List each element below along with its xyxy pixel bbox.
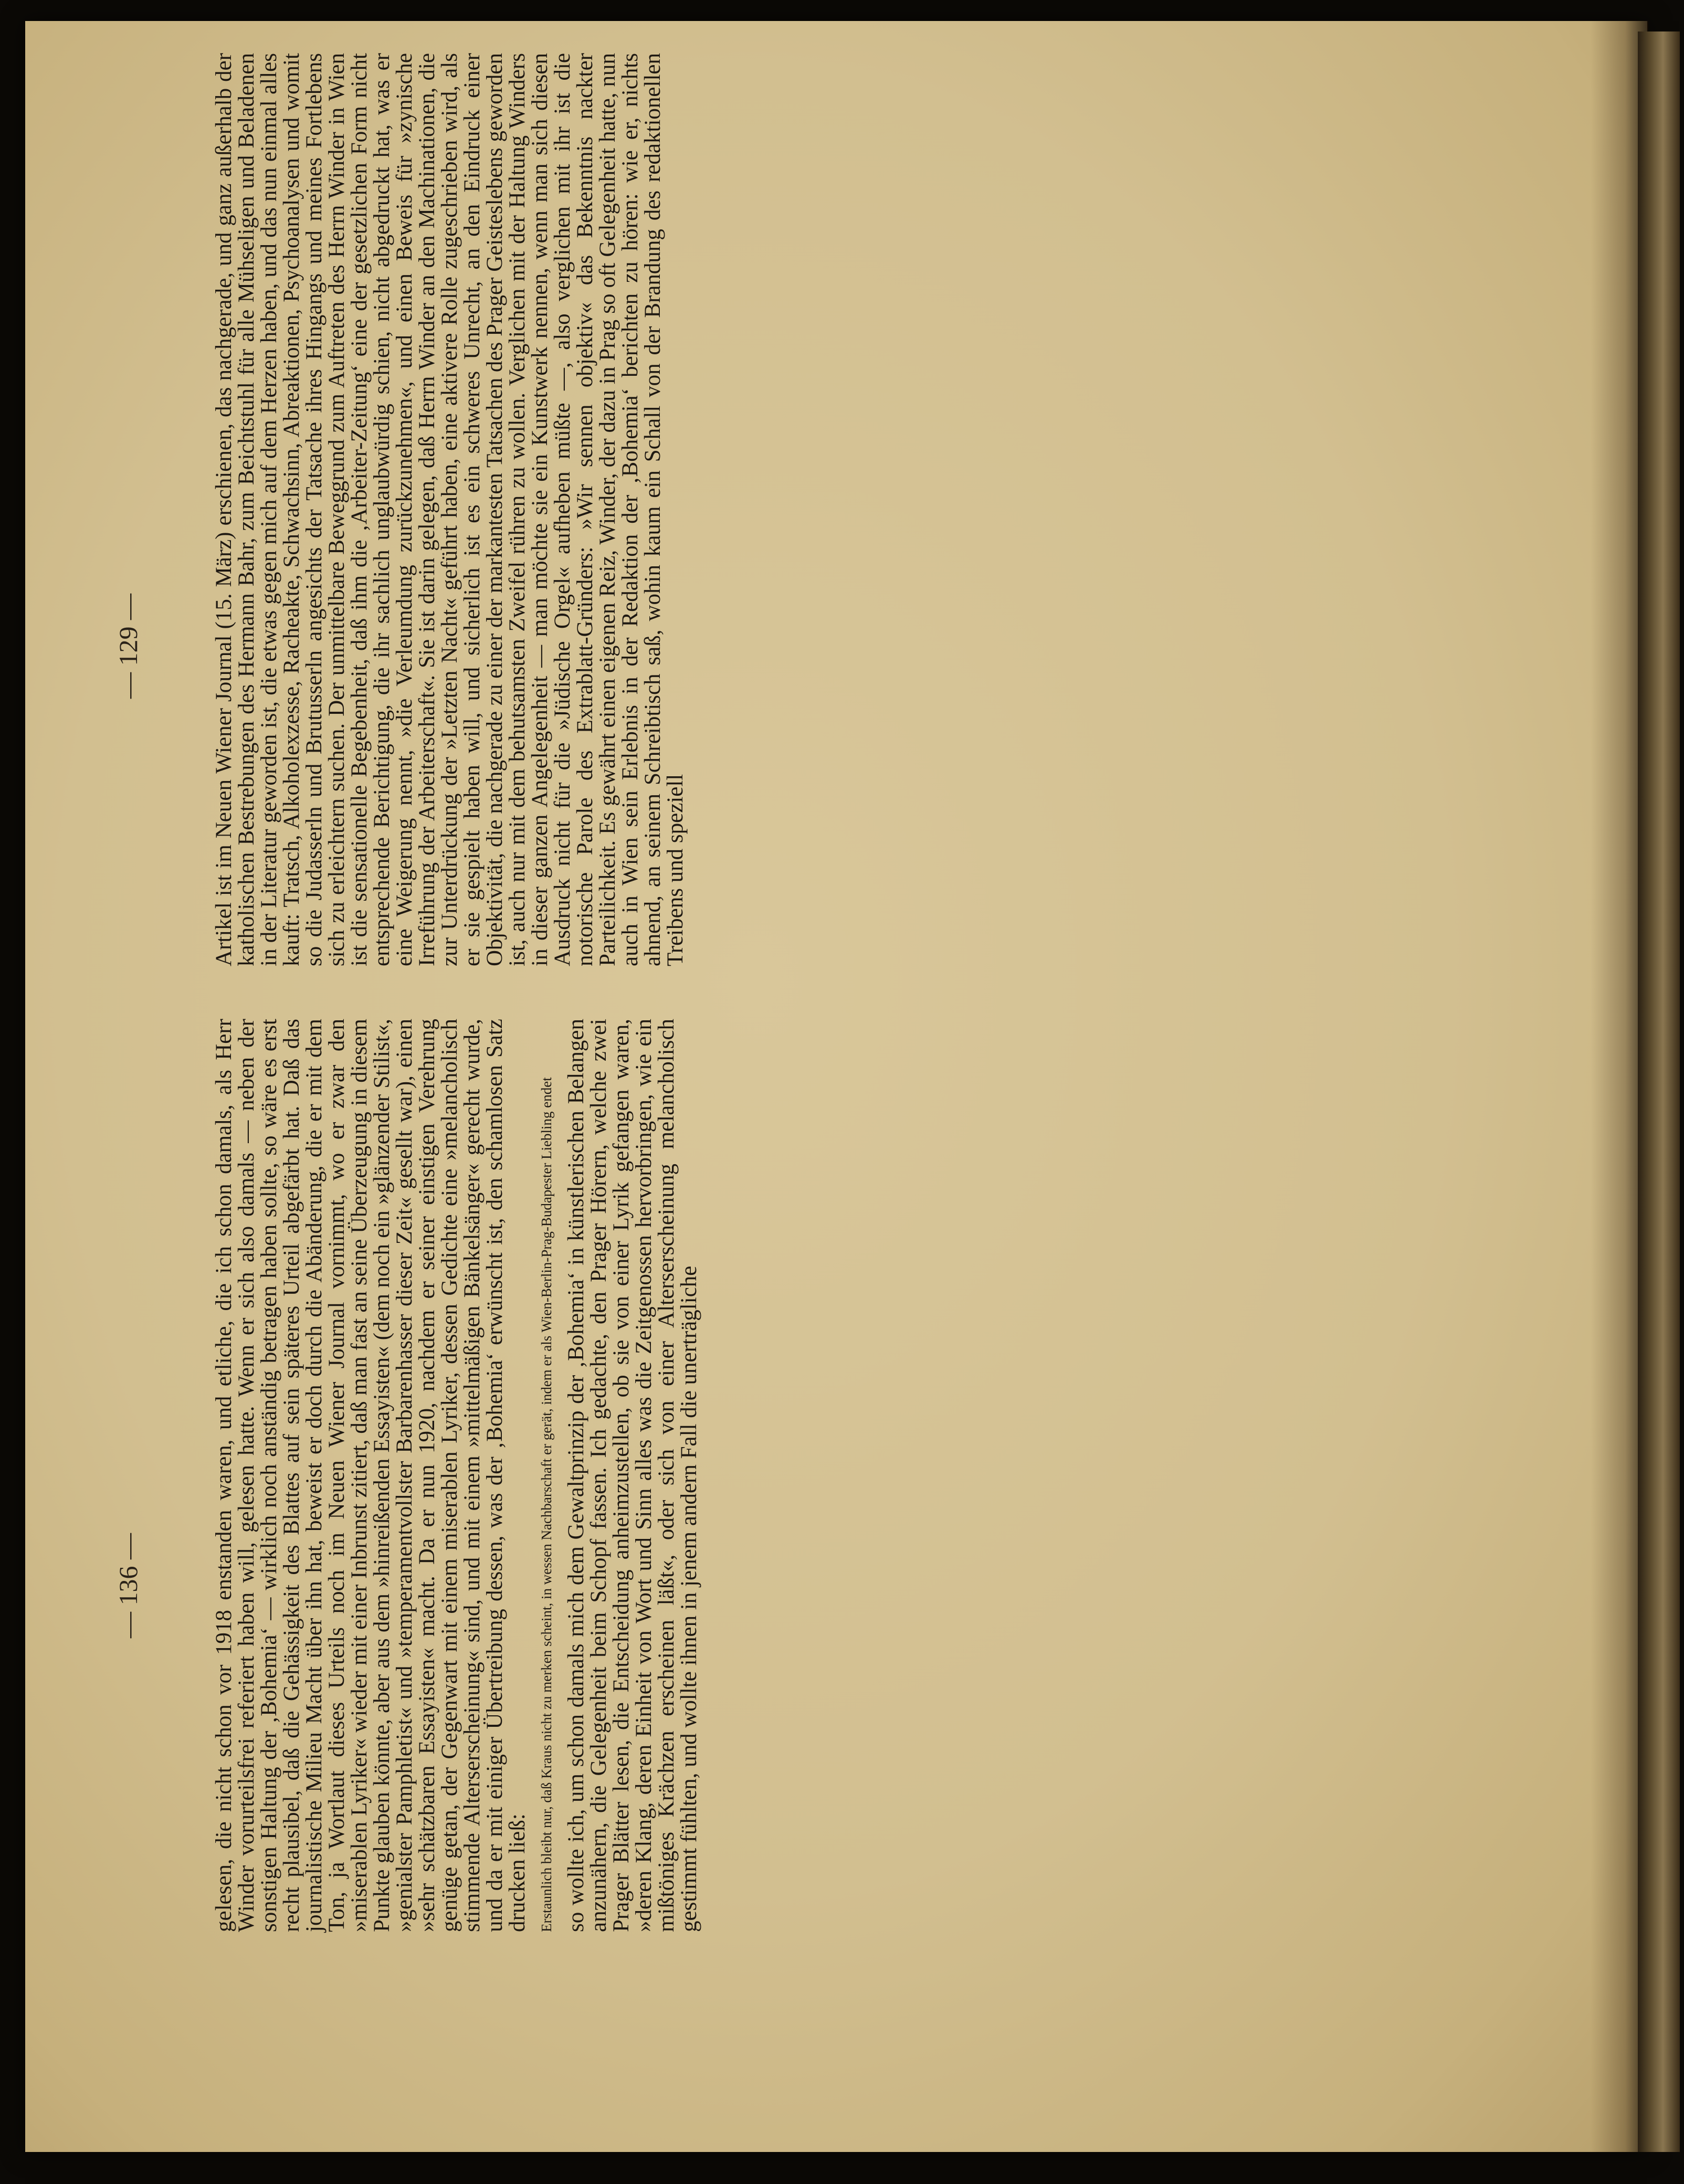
right-page-column (213, 53, 687, 966)
left-page-column (213, 1019, 700, 1932)
right-page-number: — 129 — (113, 594, 143, 699)
left-page-footnote: Erstaunlich bleibt nur, daß Kraus nicht zu merken scheint, in wessen Nachbarschaft er gerät, indem er als Wien-Berlin-Prag-Budapester Liebling endet (539, 1077, 554, 1932)
left-page-text-2: so wollte ich, um schon damals mich dem Gewaltprinzip der ‚Bohemia‘ in künstlerischen Belangen anzunähern, die Gelegenheit beim Schopf fassen. Ich gedachte, den Prager Hörern, welche zwei Prager Blätter lesen, die Entscheidung anheimzustellen, ob sie von einer Lyrik gefangen waren, »deren Klang, deren Einheit von Wort und Sinn alles was die Zeitgenossen hervorbringen, wie ein mißtöniges Krächzen erscheinen läßt«, oder sich von einer Alterserscheinung melancholisch gestimmt fühlten, und wollte ihnen in jenem andern Fall die unerträgliche (564, 1019, 701, 1932)
right-page-text: Artikel ist im Neuen Wiener Journal (15. März) erschienen, das nachgerade, und ganz außerhalb der katholischen Bestrebungen des Hermann Bahr, zum Beichtstuhl für alle Mühseligen und Beladenen in der Literatur geworden ist, die etwas gegen mich auf dem Herzen haben, und das nun einmal alles kauft: Tratsch, Alkoholexzesse, Racheakte, Schwachsinn, Abreaktionen, Psychoanalysen und womit so die Judasserln und Brutusserln angesichts der Tatsache ihres Hingangs und meines Fortlebens sich zu erleichtern suchen. Der unmittelbare Beweggrund zum Auftreten des Herrn Winder in Wien ist die sensationelle Begebenheit, daß ihm die ‚Arbeiter-Zeitung‘ eine der gesetzlichen Form nicht entsprechende Berichtigung, die ihr sachlich unglaubwürdig schien, nicht abgedruckt hat, was er eine Weigerung nennt, »die Verleumdung zurückzunehmen«, und einen Beweis für »zynische Irreführung der Arbeiterschaft«. Sie ist darin gelegen, daß Herrn Winder an den Machinationen, die zur Unterdrückung der »Letzten Nacht« geführt haben, eine aktivere Rolle zugeschrieben wird, als er sie gespielt haben will, und sicherlich ist es ein schweres Unrecht, an den Eindruck einer Objektivität, die nachgerade zu einer der markantesten Tatsachen des Prager Geisteslebens geworden ist, auch nur mit dem behutsamsten Zweifel rühren zu wollen. Verglichen mit der Haltung Winders in dieser ganzen Angelegenheit — man möchte sie ein Kunstwerk nennen, wenn man sich diesen Ausdruck nicht für die »Jüdische Orgel« aufheben müßte —, also verglichen mit ihr ist die notorische Parole des Extrablatt-Gründers: »Wir sennen objektiv« das Bekenntnis nackter Parteilichkeit. Es gewährt einen eigenen Reiz, Winder, der dazu in Prag so oft Gelegenheit hatte, nun auch in Wien sein Erlebnis in der Redaktion der ‚Bohemia‘ berichten zu hören: wie er, nichts ahnend, an seinem Schreibtisch saß, wohin kaum ein Schall von der Brandung des redaktionellen Treibens und speziell (212, 53, 688, 966)
left-page-number: — 136 — (113, 1533, 143, 1638)
left-page-text-1: gelesen, die nicht schon vor 1918 enstanden waren, und etliche, die ich schon damals, als Herr Winder vorurteilsfrei referiert haben will, gelesen hatte. Wenn er sich also damals — neben der sonstigen Haltung der ‚Bohemia‘ — wirklich noch anständig betragen haben sollte, so wäre es erst recht plausibel, daß die Gehässigkeit des Blattes auf sein späteres Urteil abgefärbt hat. Daß das journalistische Milieu Macht über ihn hat, beweist er doch durch die Abänderung, die er mit dem Ton, ja Wortlaut dieses Urteils noch im Neuen Wiener Journal vornimmt, wo er zwar den »miserablen Lyriker« wieder mit einer Inbrunst zitiert, daß man fast an seine Überzeugung in diesem Punkte glauben könnte, aber aus dem »hinreißenden Essayisten« (dem noch ein »glänzender Stilist«, »genialster Pamphletist« und »temperamentvollster Barbarenhasser dieser Zeit« gesellt war), einen »sehr schätzbaren Essayisten« macht. Da er nun 1920, nachdem er seiner einstigen Verehrung genüge getan, der Gegenwart mit einem miserablen Lyriker, dessen Gedichte eine »melancholisch stimmende Alterserscheinung« sind, und mit einem »mittelmäßigen Bänkelsänger« gerecht wurde, und da er mit einiger Übertreibung dessen, was der ‚Bohemia‘ erwünscht ist, den schamlosen Satz drucken ließ: (212, 1019, 530, 1932)
